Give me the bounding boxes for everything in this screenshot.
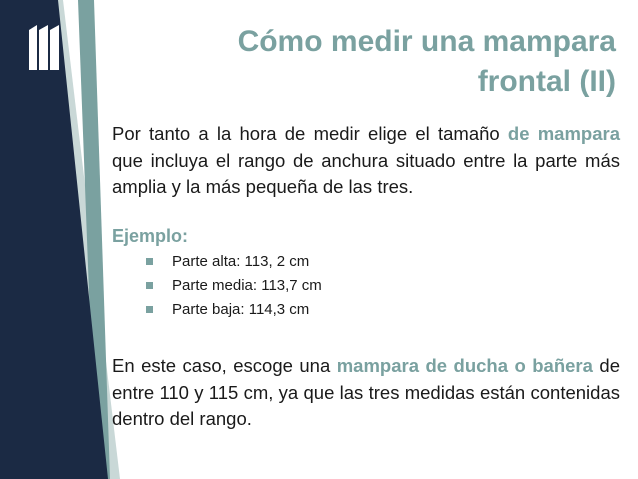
intro-text-end: que incluya el rango de anchura situado entre la parte más amplia y la más pequeña de las tres. <box>112 149 620 197</box>
conclusion-paragraph <box>112 353 620 433</box>
measurement-list <box>146 250 322 322</box>
intro-text-start: Por tanto a la hora de medir elige el tamaño <box>112 123 508 144</box>
list-item-text: Parte media: 113,7 cm <box>172 277 322 294</box>
square-bullet-icon <box>146 258 153 265</box>
example-label: Ejemplo: <box>112 226 189 246</box>
conclusion-text-end: de entre 110 y 115 cm, ya que las tres medidas están contenidas dentro del rango. <box>112 355 620 429</box>
conclusion-text-start: En este caso, escoge una <box>112 355 337 376</box>
logo-bars-icon <box>29 25 59 70</box>
list-item <box>146 298 322 322</box>
list-item-text: Parte alta: 113, 2 cm <box>172 253 310 270</box>
list-item <box>146 274 322 298</box>
list-item-text: Parte baja: 114,3 cm <box>172 301 310 318</box>
square-bullet-icon <box>146 282 153 289</box>
conclusion-highlight: mampara de ducha o bañera <box>336 355 593 376</box>
square-bullet-icon <box>146 306 153 313</box>
intro-highlight: de mampara <box>507 123 621 144</box>
intro-paragraph <box>112 121 620 201</box>
list-item <box>146 250 322 274</box>
slide-title: Cómo medir una mampara frontal (II) <box>237 25 616 98</box>
